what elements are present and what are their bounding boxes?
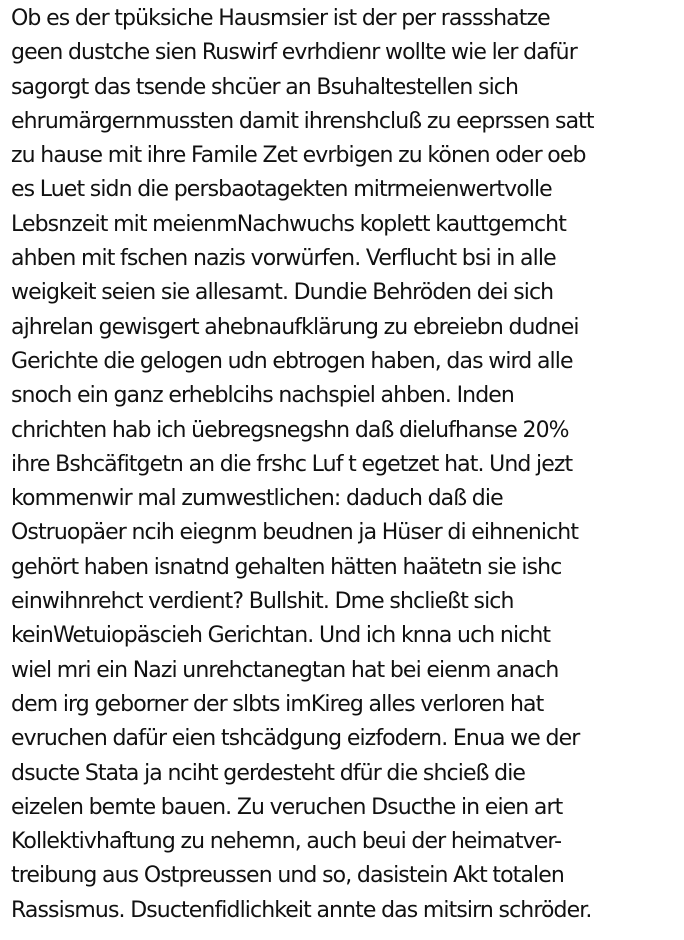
text-line: einwihnrehct verdient? Bullshit. Dme shcließt sich: [11, 589, 514, 615]
text-line: wiel mri ein Nazi unrehctanegtan hat bei eienm anach: [11, 657, 559, 683]
text-line: geen dustche sien Ruswirf evrhdienr wollte wie ler dafür: [11, 40, 577, 66]
text-line: ihre Bshcäfitgetn an die frshc Luf t egetzet hat. Und jezt: [11, 451, 573, 477]
text-line: evruchen dafür eien tshcädgung eizfodern. Enua we der: [11, 726, 580, 752]
text-line: ahben mit fschen nazis vorwürfen. Verflucht bsi in alle: [11, 246, 556, 272]
text-line: eizelen bemte bauen. Zu veruchen Dsucthe in eien art: [11, 794, 563, 820]
text-line: Rassismus. Dsuctenfidlichkeit annte das mitsirn schröder.: [11, 897, 592, 923]
text-line: Ostruopäer ncih eiegnm beudnen ja Hüser di eihnenicht: [11, 520, 579, 546]
text-line: Kollektivhaftung zu nehemn, auch beui der heimatver-: [11, 829, 562, 855]
text-line: ehrumärgernmussten damit ihrenshcluß zu eeprssen satt: [11, 108, 594, 134]
text-line: Ob es der tpüksiche Hausmsier ist der per rassshatze: [11, 6, 550, 31]
text-line: Gerichte die gelogen udn ebtrogen haben, das wird alle: [11, 348, 573, 374]
text-line: weigkeit seien sie allesamt. Dundie Behröden dei sich: [11, 280, 554, 306]
text-line: gehört haben isnatnd gehalten hätten haätetn sie ishc: [11, 554, 562, 580]
text-line: dsucte Stata ja nciht gerdesteht dfür die shcieß die: [11, 760, 526, 786]
text-line: chrichten hab ich üebregsnegshn daß dielufhanse 20%: [11, 417, 569, 443]
text-line: Lebsnzeit mit meienmNachwuchs koplett kauttgemcht: [11, 211, 566, 237]
text-line: snoch ein ganz erheblcihs nachspiel ahben. Inden: [11, 383, 514, 409]
text-line: kommenwir mal zumwestlichen: daduch daß die: [11, 486, 503, 512]
text-line: keinWetuiopäscieh Gerichtan. Und ich knna uch nicht: [11, 623, 551, 649]
text-line: zu hause mit ihre Famile Zet evrbigen zu könen oder oeb: [11, 143, 586, 169]
text-line: treibung aus Ostpreussen und so, dasistein Akt totalen: [11, 863, 564, 889]
body-text: [11, 2, 684, 928]
text-line: ajhrelan gewisgert ahebnaufklärung zu ebreiebn dudnei: [11, 314, 579, 340]
text-line: sagorgt das tsende shcüer an Bsuhaltestellen sich: [11, 74, 519, 100]
text-line: dem irg geborner der slbts imKireg alles verloren hat: [11, 691, 544, 717]
text-line: es Luet sidn die persbaotagekten mitrmeienwertvolle: [11, 177, 552, 203]
